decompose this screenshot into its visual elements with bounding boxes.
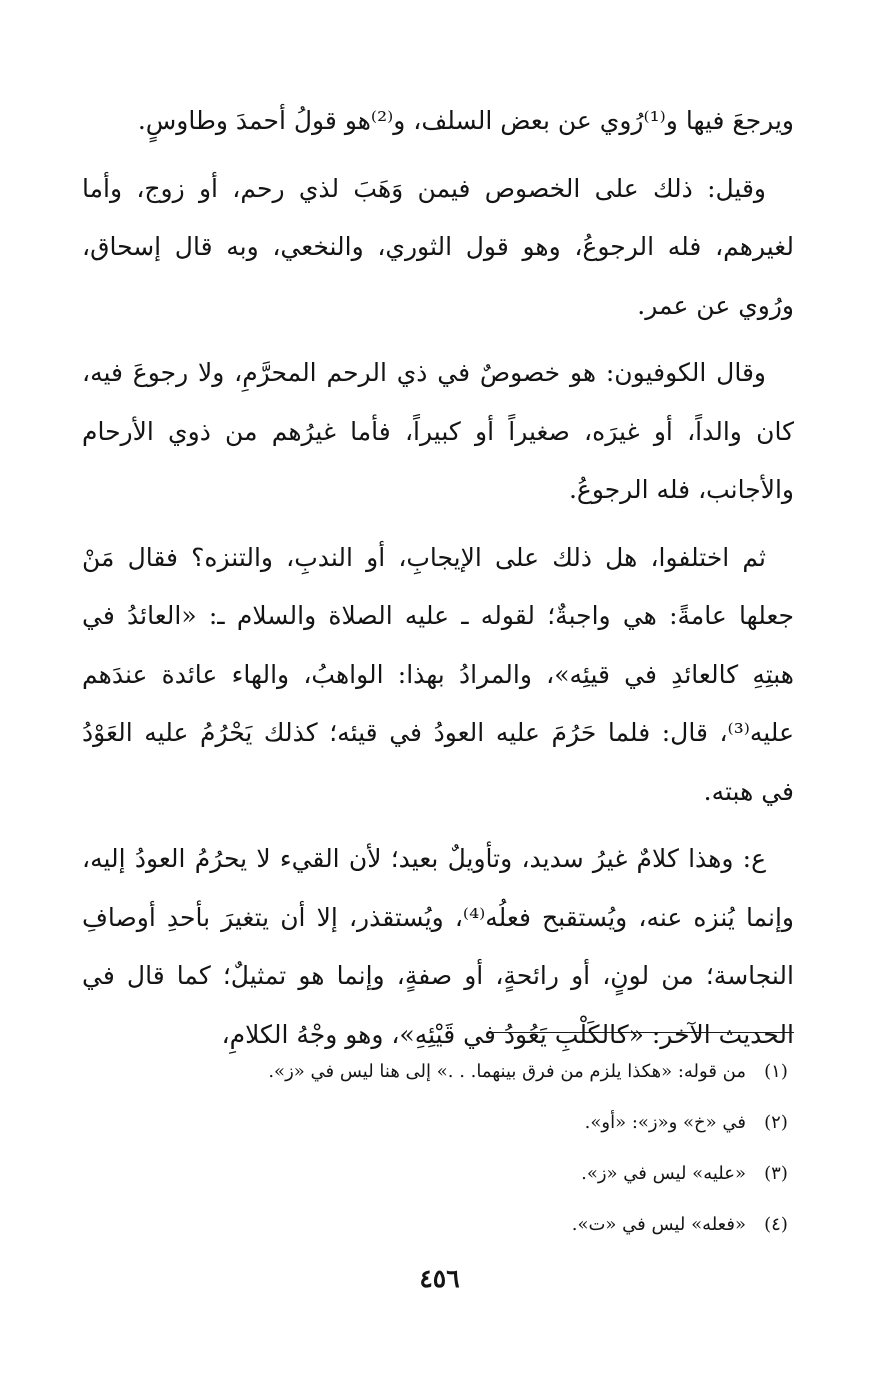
page-number: ٤٥٦ <box>419 1264 460 1293</box>
footnote-text: من قوله: «هكذا يلزم من فرق بينهما. . .» إلى هنا ليس في «ز». <box>268 1061 746 1082</box>
footnote-item <box>82 1046 794 1097</box>
footnote-number: (٣) <box>764 1163 788 1184</box>
footnote-number: (٢) <box>764 1112 788 1133</box>
footnote-text: «عليه» ليس في «ز». <box>581 1163 746 1184</box>
footnote-number: (١) <box>764 1061 788 1082</box>
footnote-text: «فعله» ليس في «ت». <box>571 1214 746 1235</box>
paragraph: ع: وهذا كلامٌ غيرُ سديد، وتأويلٌ بعيد؛ لأن القيء لا يحرُمُ العودُ إليه، وإنما يُنزه عنه، ويُستقبح فعلُه⁽⁴⁾، ويُستقذر، إلا أن يتغيرَ بأحدِ أوصافِ النجاسة؛ من لونٍ، أو رائحةٍ، أو صفةٍ، وإنما هو تمثيلٌ؛ كما قال في الحديث الآخر: «كالكَلْبِ يَعُودُ في قَيْئِهِ»، وهو وجْهُ الكلامِ، <box>82 844 794 1049</box>
paragraph: ثم اختلفوا، هل ذلك على الإيجابِ، أو الندبِ، والتنزه؟ فقال مَنْ جعلها عامةً: هي واجبةٌ؛ لقوله ـ عليه الصلاة والسلام ـ: «العائدُ في هبتِهِ كالعائدِ في قيئِه»، والمرادُ بهذا: الواهبُ، والهاء عائدة عندَهم عليه⁽³⁾، قال: فلما حَرُمَ عليه العودُ في قيئه؛ كذلك يَحْرُمُ عليه العَوْدُ في هبته. <box>82 542 794 806</box>
footnote-item <box>82 1097 794 1148</box>
paragraph: وقيل: ذلك على الخصوص فيمن وَهَبَ لذي رحم، أو زوج، وأما لغيرهم، فله الرجوعُ، وهو قول الثوري، والنخعي، وبه قال إسحاق، ورُوي عن عمر. <box>82 173 794 320</box>
footnote-item <box>82 1148 794 1199</box>
footnote-text: في «خ» و«ز»: «أو». <box>584 1112 746 1133</box>
footnote-number: (٤) <box>764 1214 788 1235</box>
paragraph: ويرجعَ فيها و⁽¹⁾رُوي عن بعض السلف، و⁽²⁾هو قولُ أحمدَ وطاوسٍ. <box>137 106 794 135</box>
paragraph: وقال الكوفيون: هو خصوصٌ في ذي الرحم المحرَّمِ، ولا رجوعَ فيه، كان والداً، أو غيرَه، صغيراً أو كبيراً، فأما غيرُهم من ذوي الأرحام والأجانب، فله الرجوعُ. <box>82 358 794 504</box>
main-text <box>82 92 794 1073</box>
footnote-divider <box>488 1032 794 1033</box>
footnote-item <box>82 1199 794 1250</box>
footnotes <box>82 1046 794 1250</box>
